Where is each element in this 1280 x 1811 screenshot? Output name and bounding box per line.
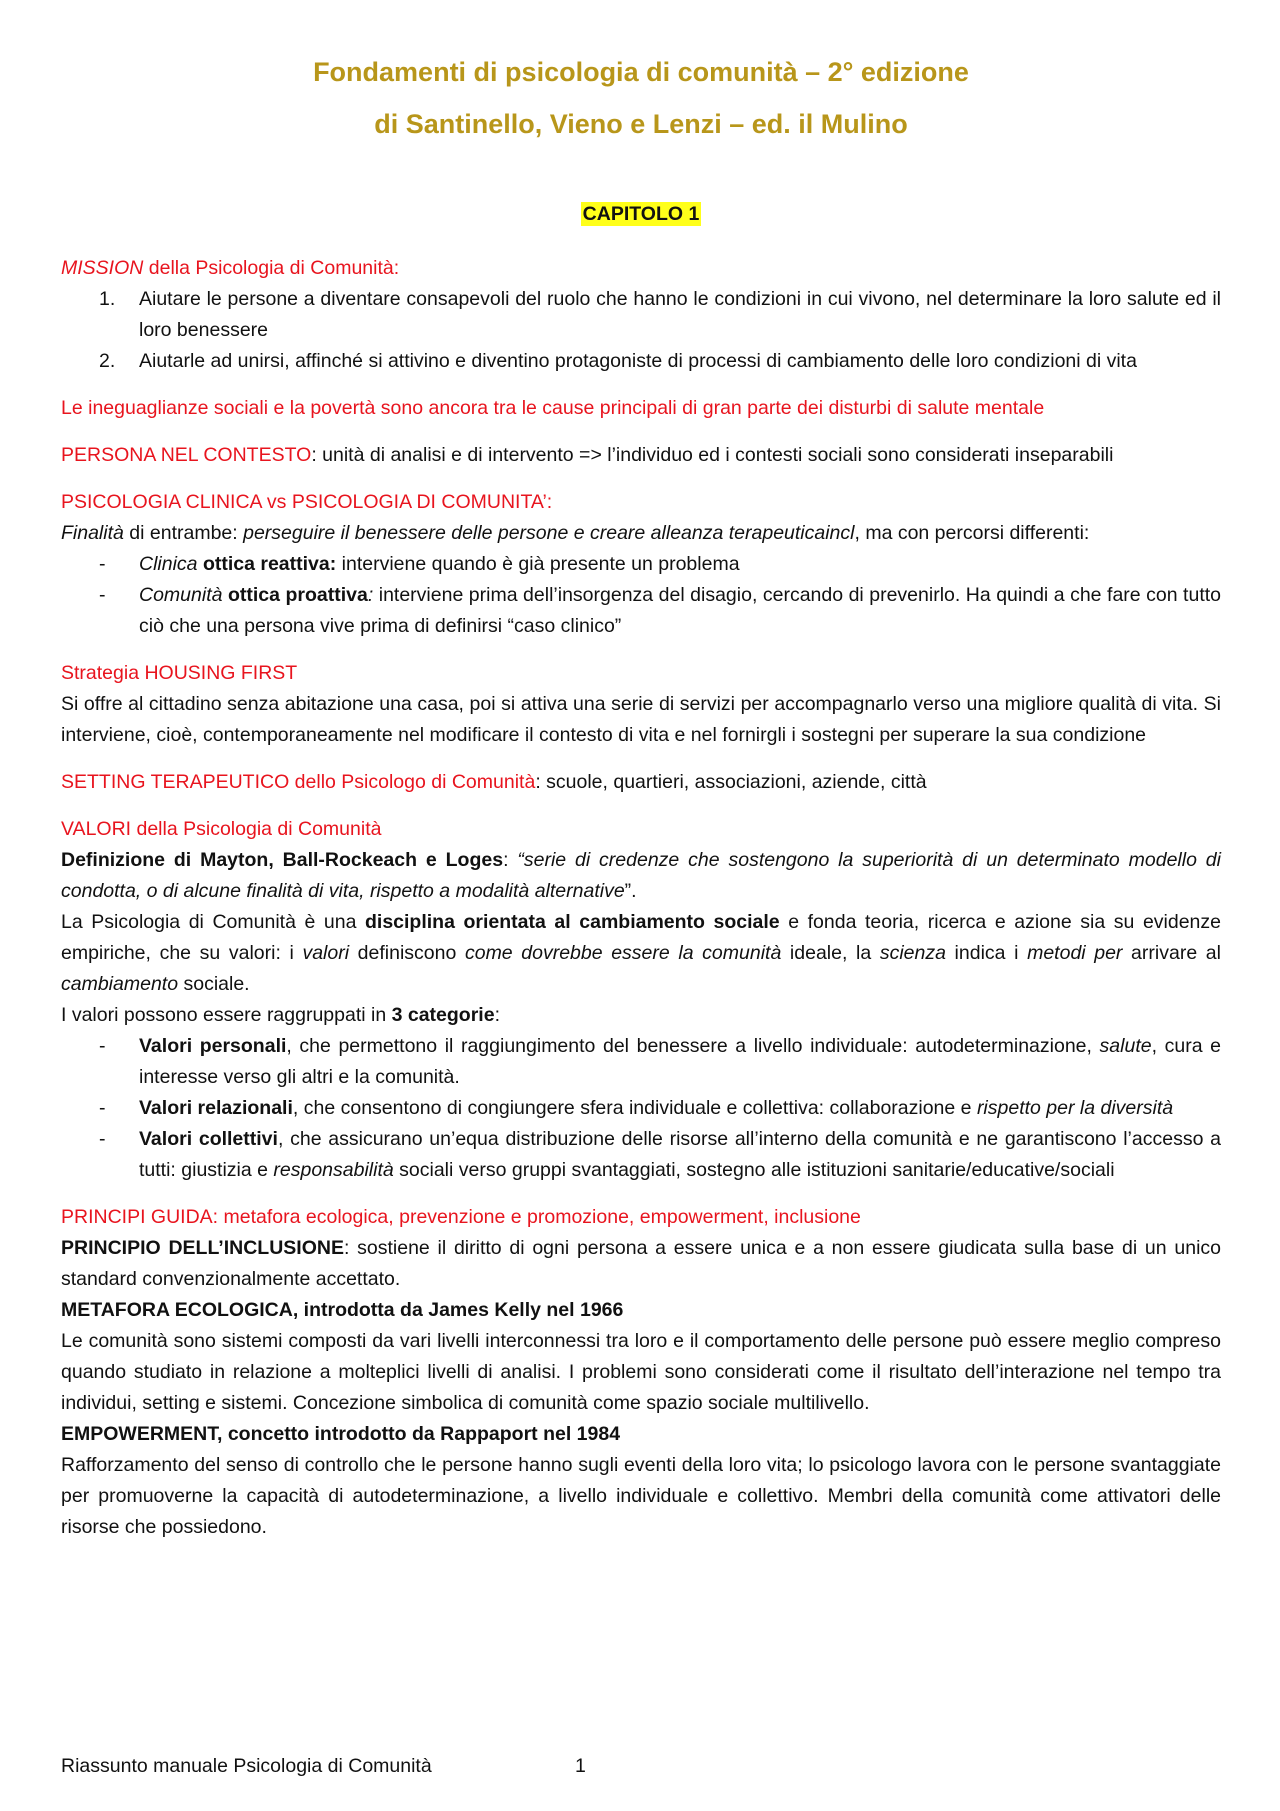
mission-list — [61, 284, 1221, 377]
setting-label: SETTING TERAPEUTICO dello Psicologo di Comunità — [61, 771, 536, 793]
page-number: 1 — [575, 1755, 586, 1777]
footer-label: Riassunto manuale Psicologia di Comunità — [61, 1755, 432, 1777]
list-item: - Comunità ottica proattiva: interviene prima dell’insorgenza del disagio, cercando di prevenirlo. Ha quindi a che fare con tutto ciò che una persona vive prima di definirsi “caso clinico” — [99, 584, 1221, 637]
mission-heading: MISSION della Psicologia di Comunità: — [61, 257, 400, 279]
list-item: - Clinica ottica reattiva: interviene quando è già presente un problema — [99, 553, 740, 575]
chapter-heading — [61, 203, 1221, 226]
inclusione-paragraph: PRINCIPIO DELL’INCLUSIONE: sostiene il diritto di ogni persona a essere unica e a non essere giudicata sulla base di un unico standard convenzionalmente accettato. — [61, 1237, 1221, 1290]
housing-heading: Strategia HOUSING FIRST — [61, 662, 298, 684]
list-item: - Valori personali, che permettono il raggiungimento del benessere a livello individuale: autodeterminazione, salute, cura e interesse verso gli altri e la comunità. — [99, 1035, 1221, 1088]
page-footer — [61, 1755, 586, 1778]
principi-heading: PRINCIPI GUIDA: metafora ecologica, prevenzione e promozione, empowerment, inclusione — [61, 1206, 861, 1228]
persona-label: PERSONA NEL CONTESTO — [61, 444, 312, 466]
list-item: 1. Aiutare le persone a diventare consapevoli del ruolo che hanno le condizioni in cui vivono, nel determinare la loro salute ed il loro benessere — [99, 288, 1221, 341]
list-item: - Valori collettivi, che assicurano un’equa distribuzione delle risorse all’interno della comunità e ne garantiscono l’accesso a tutti: giustizia e responsabilità sociali verso gruppi svantaggiati, sostegno alle istituzioni sanitarie/educative/sociali — [99, 1128, 1221, 1181]
metafora-text: Le comunità sono sistemi composti da vari livelli interconnessi tra loro e il comportamento delle persone può essere meglio compreso quando studiato in relazione a molteplici livelli di analisi. I problemi sono considerati come il risultato dell’interazione nel tempo tra individui, setting e sistemi. Concezione simbolica di comunità come spazio sociale multilivello. — [61, 1330, 1221, 1414]
clinica-heading: PSICOLOGIA CLINICA vs PSICOLOGIA DI COMUNITA’: — [61, 491, 553, 513]
document-subtitle: di Santinello, Vieno e Lenzi – ed. il Mulino — [374, 109, 908, 139]
clinica-intro: Finalità di entrambe: perseguire il benessere delle persone e creare alleanza terapeuticaincl, ma con percorsi differenti: — [61, 522, 1090, 544]
empowerment-heading: EMPOWERMENT, concetto introdotto da Rappaport nel 1984 — [61, 1423, 621, 1445]
metafora-heading: METAFORA ECOLOGICA, introdotta da James Kelly nel 1966 — [61, 1299, 624, 1321]
list-item: - Valori relazionali, che consentono di congiungere sfera individuale e collettiva: collaborazione e rispetto per la diversità — [99, 1097, 1174, 1119]
valori-categories: I valori possono essere raggruppati in 3 categorie: — [61, 1004, 500, 1026]
document-title: Fondamenti di psicologia di comunità – 2° edizione — [313, 57, 969, 87]
setting-paragraph: SETTING TERAPEUTICO dello Psicologo di Comunità: scuole, quartieri, associazioni, aziende, città — [61, 771, 927, 793]
document-body — [61, 253, 1221, 1543]
valori-paragraph: La Psicologia di Comunità è una disciplina orientata al cambiamento sociale e fonda teoria, ricerca e azione sia su evidenze empiriche, che su valori: i valori definiscono come dovrebbe essere la comunità ideale, la scienza indica i metodi per arrivare al cambiamento sociale. — [61, 911, 1221, 995]
housing-text: Si offre al cittadino senza abitazione una casa, poi si attiva una serie di servizi per accompagnarlo verso una migliore qualità di vita. Si interviene, cioè, contemporaneamente nel modificare il contesto di vita e nel fornirgli i sostegni per superare la sua condizione — [61, 693, 1221, 746]
empowerment-text: Rafforzamento del senso di controllo che le persone hanno sugli eventi della loro vita; lo psicologo lavora con le persone svantaggiate per promuoverne la capacità di autodeterminazione, a livello individuale e collettivo. Membri della comunità come attivatori delle risorse che possiedono. — [61, 1454, 1221, 1538]
list-item: 2. Aiutarle ad unirsi, affinché si attivino e diventino protagoniste di processi di cambiamento delle loro condizioni di vita — [99, 350, 1137, 372]
valori-heading: VALORI della Psicologia di Comunità — [61, 818, 382, 840]
persona-paragraph: PERSONA NEL CONTESTO: unità di analisi e di intervento => l’individuo ed i contesti sociali sono considerati inseparabili — [61, 444, 1114, 466]
inequality-statement: Le ineguaglianze sociali e la povertà sono ancora tra le cause principali di gran parte dei disturbi di salute mentale — [61, 397, 1045, 419]
clinica-list — [61, 549, 1221, 642]
chapter-label: CAPITOLO 1 — [582, 203, 700, 225]
valori-definition: Definizione di Mayton, Ball-Rockeach e Loges: “serie di credenze che sostengono la superiorità di un determinato modello di condotta, o di alcune finalità di vita, rispetto a modalità alternative”. — [61, 849, 1221, 902]
valori-list — [61, 1031, 1221, 1186]
